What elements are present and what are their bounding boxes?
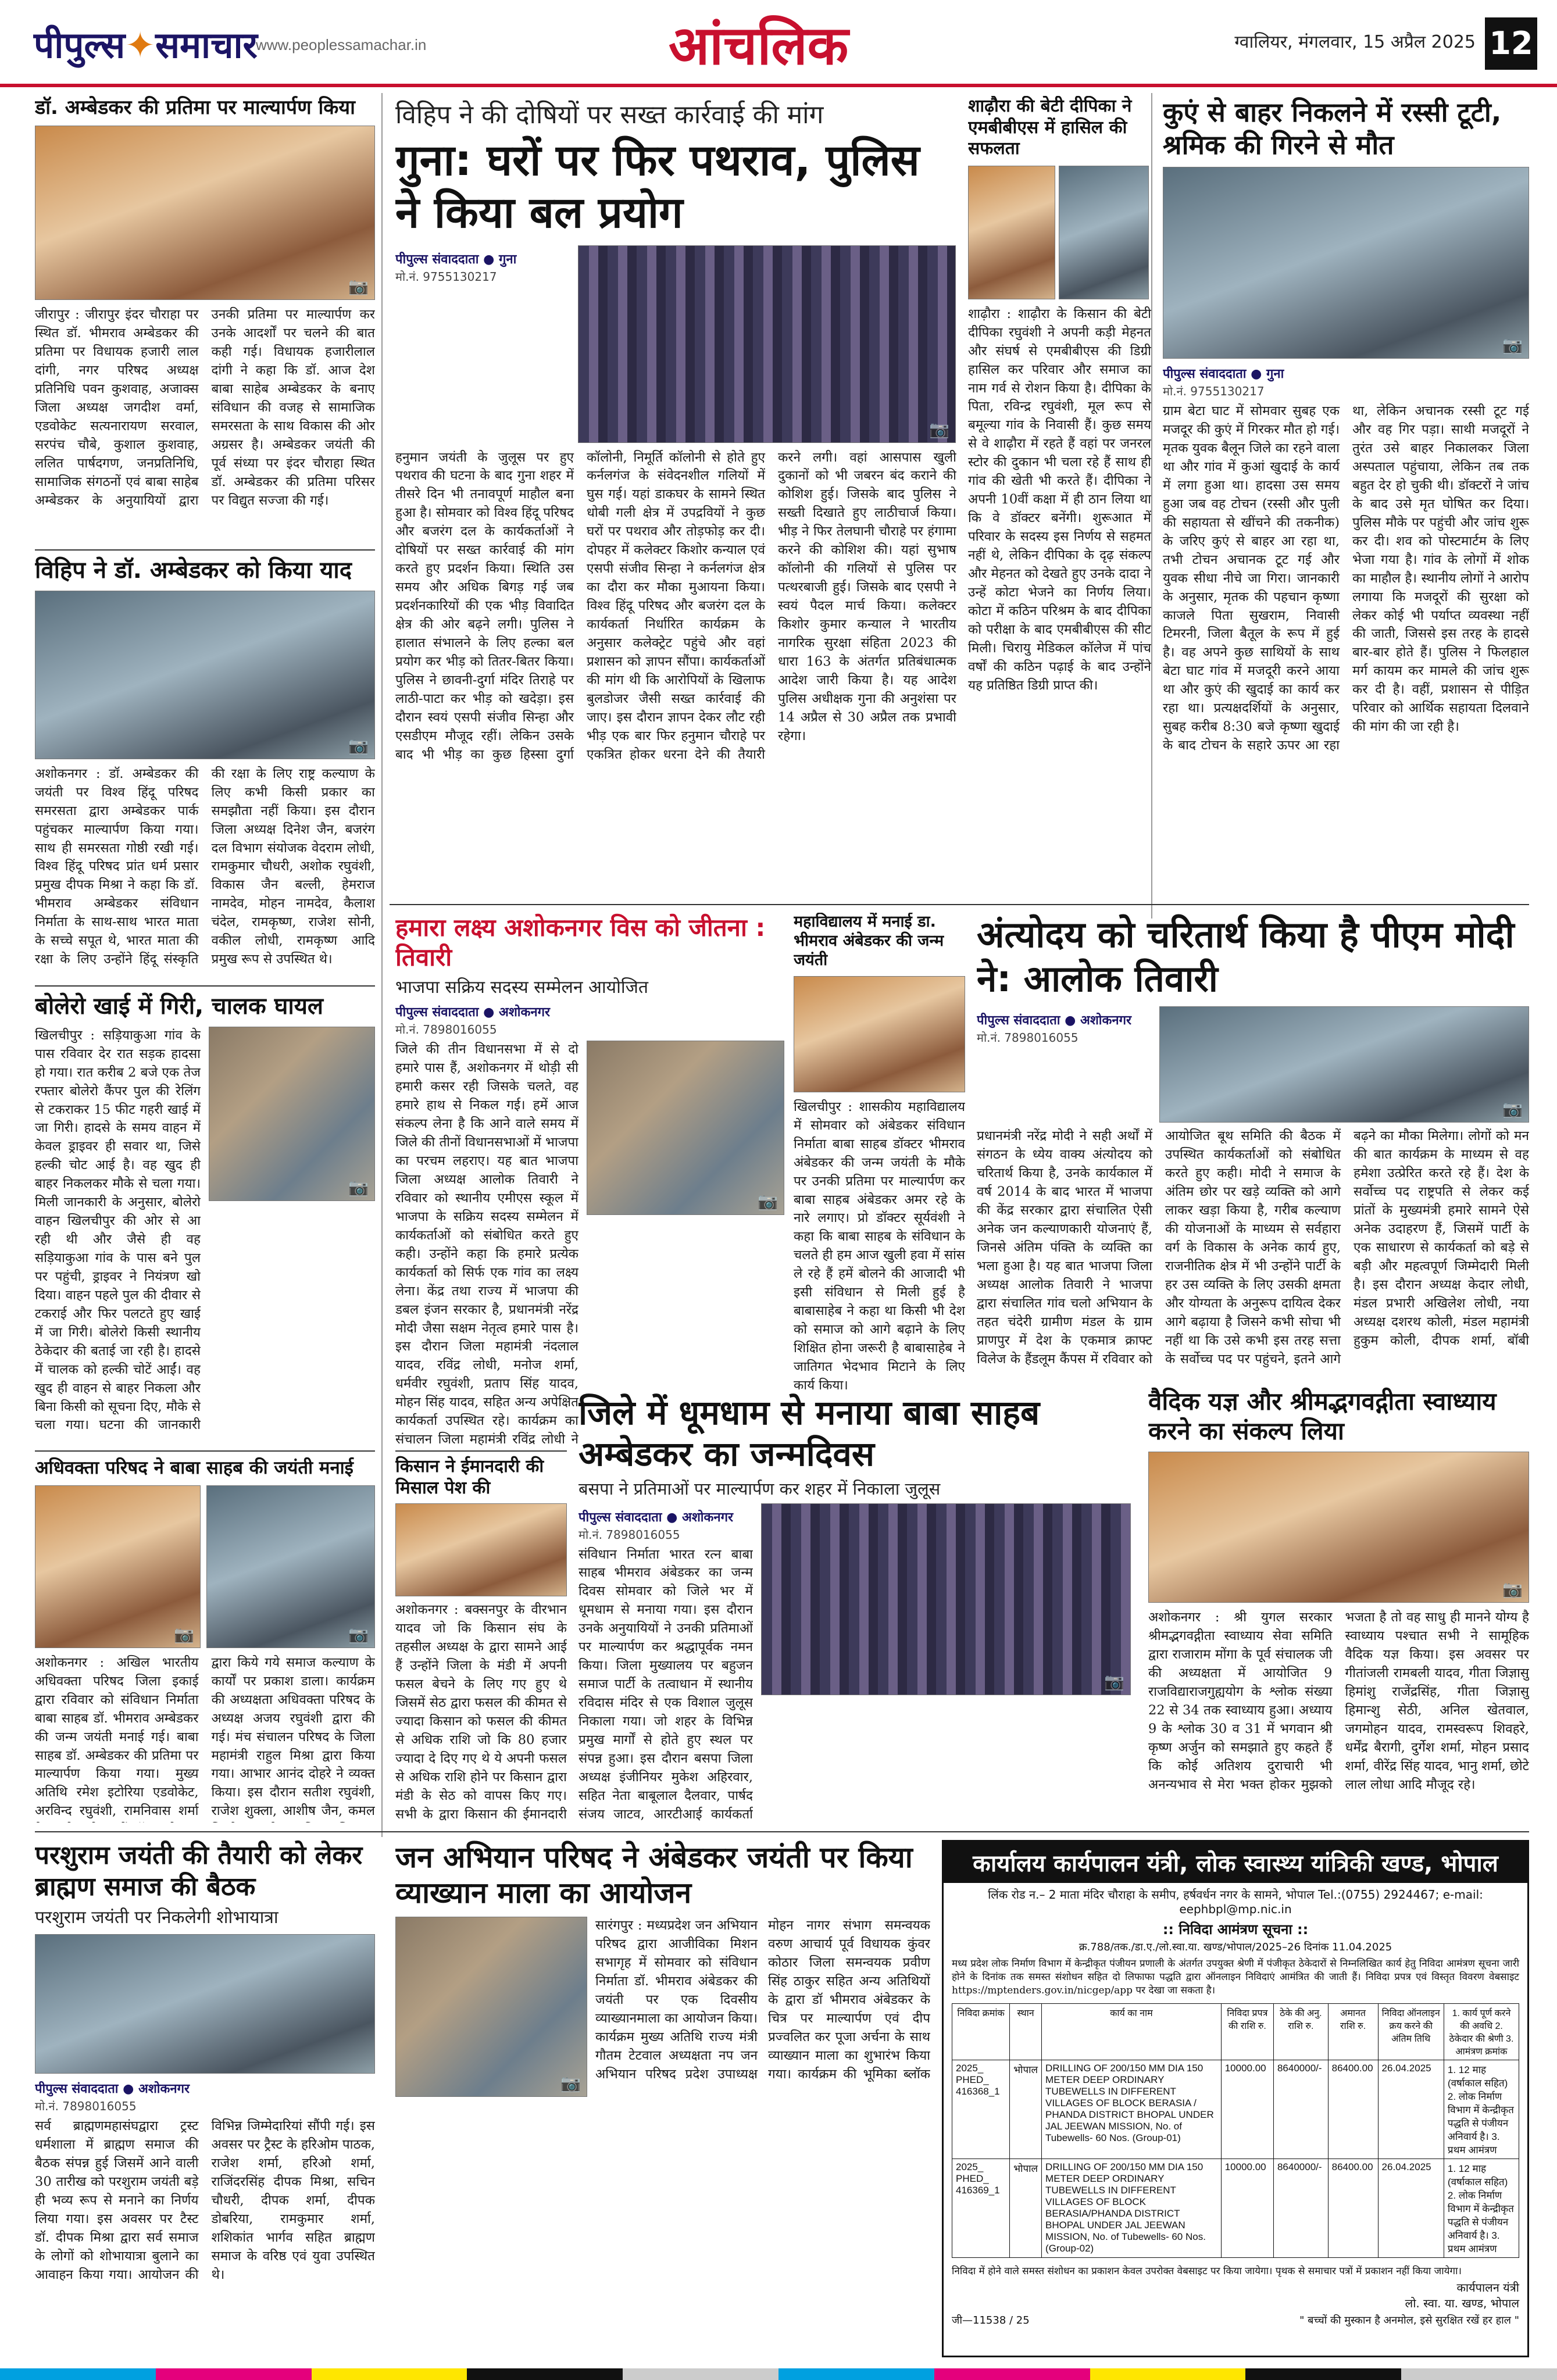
headline: वैदिक यज्ञ और श्रीमद्भगवद्गीता स्वाध्याय करने का संकल्प लिया	[1148, 1387, 1497, 1446]
byline: पीपुल्स संवाददाता ● अशोकनगर	[35, 2082, 190, 2097]
article-jan-abhiyan	[395, 1840, 930, 2352]
article-ashoknagar-target	[395, 913, 785, 1448]
photo	[395, 1917, 587, 2097]
photo	[761, 1503, 1131, 1695]
table-header: ठेके की अनु. राशि रु.	[1273, 2003, 1328, 2060]
table-cell: 8640000/-	[1273, 2060, 1328, 2159]
article-body: अशोकनगर : बक्सनपुर के वीरभान यादव जो कि किसान संघ के तहसील अध्यक्ष के द्वारा सामने आई हैं उन्होंने जिला के मंडी में अपनी फसल बेचने के लिए गए हुए थे जिसमें सेठ द्वारा फसल की कीमत से ज्यादा किसान को फसल की कीमत से अधिक राशि जो कि 80 हजार ज्यादा दे दिए गए थे ये अपनी फसल से अधिक राशि होने पर किसान द्वारा मंडी के सेठ को वापस किए गए। सभी के द्वारा किसान की ईमानदारी	[395, 1602, 567, 1822]
camera-icon: 📷	[348, 1624, 369, 1644]
photo	[1148, 1452, 1529, 1603]
photo	[35, 126, 375, 300]
ad-intro: मध्य प्रदेश लोक निर्माण विभाग में केन्द्रीकृत पंजीयन प्रणाली के अंतर्गत उपयुक्त श्रेणी में पंजीकृत ठेकेदारों से निम्नलिखित कार्य हेतु निविदा आमंत्रण सूचना जारी होने के दिनांक तक समस्त संशोधन सहित दो लिफाफा पद्धति द्वारा ऑनलाइन निविदाएं आमंत्रित की जाती हैं। निविदा प्रपत्र एवं विस्तृत विवरण वेबसाइट https://mptenders.gov.in/nicgep/app पर देखा जा सकता है।	[952, 1958, 1519, 1996]
headline: गुना: घरों पर फिर पथराव, पुलिस ने किया बल प्रयोग	[395, 135, 920, 238]
section-rule	[35, 1831, 1529, 1832]
article-body: प्रधानमंत्री नरेंद्र मोदी ने सही अर्थों में संगठन के ध्येय वाक्य अंत्योदय को चरितार्थ किया है, उनके कार्यकाल में वर्ष 2014 के बाद भारत में भाजपा की केंद्र सरकार द्वारा संचालित ऐसी अनेक जन कल्याणकारी योजनाएं हैं, जिनसे अंतिम पंक्ति के व्यक्ति का भला हुआ है। यह बात भाजपा जिला अध्यक्ष आलोक तिवारी ने भाजपा द्वारा संचालित गांव चलो अभियान के तहत चंदेरी ग्रामीण मंडल के ग्राम प्राणपुर में देश के एकमात्र क्राफ्ट विलेज के हैंडलूम कैंपस में रविवार को आयोजित बूथ समिति की बैठक में उपस्थित कार्यकर्ताओं को संबोधित करते हुए कही। मोदी ने समाज के अंतिम छोर पर खड़े व्यक्ति को आगे लाकर खड़ा किया है, गरीब कल्याण की योजनाओं के माध्यम से सर्वहारा वर्ग के विकास के अनेक कार्य हुए, राजनीतिक क्षेत्र में भी उन्होंने पार्टी के हर उस व्यक्ति के लिए उसकी क्षमता और योग्यता के अनुरूप दायित्व देकर आगे बढ़ाया है जिसने कभी सोचा भी नहीं था कि उसे कभी इस तरह सत्ता के सर्वोच्च पद पर पहुंचने, इतने आगे बढ़ने का मौका मिलेगा। लोगों को मन की बात कार्यक्रम के माध्यम से वह हमेशा उत्प्रेरित करते रहे हैं। देश के सर्वोच्च पद राष्ट्रपति से लेकर कई प्रांतों के मुख्यमंत्री हमारे सामने ऐसे अनेक उदाहरण हैं, जिसमें पार्टी के एक साधारण से कार्यकर्ता को बड़े से बड़ी और महत्वपूर्ण जिम्मेदारी मिली है। इस दौरान अध्यक्ष केदार लोधी, मंडल प्रभारी अखिलेश लोधी, नया अध्यक्ष दशरथ कोली, मंडल महामंत्री हुकुम कोली, दीपक शर्मा, बॉबी	[977, 1128, 1529, 1367]
ad-subject: :: निविदा आमंत्रण सूचना ::	[1162, 1921, 1309, 1938]
ad-code: जी—11538 / 25	[952, 2314, 1030, 2327]
headline: बोलेरो खाई में गिरी, चालक घायल	[35, 993, 324, 1020]
table-header: कार्य का नाम	[1042, 2003, 1222, 2060]
column-rule	[381, 93, 383, 1837]
article-body: सारंगपुर : मध्यप्रदेश जन अभियान परिषद द्वारा आजीविका मिशन सभागृह में सोमवार को संविधान निर्माता डॉ. भीमराव अंबेडकर की जयंती पर एक दिवसीय व्याख्यानमाला का आयोजन किया। कार्यक्रम मुख्य अतिथि राज्य मंत्री गौतम टेटवाल अध्यक्षता नप जन अभियान परिषद प्रदेश उपाध्यक्ष मोहन नागर संभाग समन्वयक वरुण आचार्य पूर्व विधायक कुंवर कोठार जिला समन्वयक प्रवीण सिंह ठाकुर सहित अन्य अतिथियों के द्वारा डॉ भीमराव अंबेडकर के चित्र पर माल्यार्पण एवं दीप प्रज्वलित कर पूजा अर्चना के साथ व्याख्यान माला का शुभारंभ किया गया। कार्यक्रम की भूमिका ब्लॉक	[595, 1918, 930, 2082]
dateline: ग्वालियर, मंगलवार, 15 अप्रैल 2025	[1234, 32, 1476, 52]
ad-signatory-office: लो. स्वा. या. खण्ड, भोपाल	[1405, 2296, 1519, 2310]
photo	[395, 1503, 567, 1596]
table-header: 1. कार्य पूर्ण करने की अवधि 2. ठेकेदार की श्रेणी 3. आमंत्रण क्रमांक	[1444, 2003, 1519, 2060]
ad-address: लिंक रोड न.– 2 माता मंदिर चौराहा के समीप, हर्षवर्धन नगर के सामने, भोपाल Tel.:(0755) 2924467; e-mail: eephbpl@mp.nic.in	[988, 1888, 1483, 1916]
table-cell: 86400.00	[1328, 2060, 1378, 2159]
article-body: शाढ़ौरा : शाढ़ौरा के किसान की बेटी दीपिका रघुवंशी ने अपनी कड़ी मेहनत और संघर्ष से एमबीबीएस की डिग्री हासिल कर परिवार और समाज का नाम गर्व से रोशन किया है। दीपिका के पिता, रविन्द्र रघुवंशी, मूल रूप से बमूल्या गांव के निवासी हैं। कुछ समय से वे शाढ़ौरा में रहते हैं वहां पर जनरल स्टोर की दुकान भी चला रहे हैं साथ ही गांव की खेती भी करते हैं। दीपिका ने अपनी 10वीं कक्षा में ही ठान लिया था कि वे डॉक्टर बनेंगी। शुरूआत में परिवार के सदस्य इस निर्णय से सहमत नहीं थे, लेकिन दीपिका के दृढ़ संकल्प और मेहनत को देखते हुए उनके दादा ने उन्हें कोटा भेजने का निर्णय लिया। कोटा में कठिन परिश्रम के बाद दीपिका को परीक्षा के बाद एमबीबीएस की सीट मिली। चिरायु मेडिकल कॉलेज में पांच वर्षों की कठिन पढ़ाई के बाद उन्होंने यह प्रतिष्ठित डिग्री प्राप्त की।	[968, 306, 1151, 693]
tender-advertisement	[942, 1840, 1529, 2357]
table-header: निविदा ऑनलाइन क्रय करने की अंतिम तिथि	[1378, 2003, 1444, 2060]
article-vhp-ambedkar	[35, 549, 375, 974]
article-farmer-honesty	[395, 1450, 567, 1822]
article-body: जिले की तीन विधानसभा में से दो हमारे पास हैं, अशोकनगर में थोड़ी सी हमारी कसर रही जिसके चलते, वह हमारे हाथ से निकल गई। हमें आज संकल्प लेना है कि आने वाले समय में जिले की तीनों विधानसभाओं में भाजपा का परचम लहराए। यह बात भाजपा जिला अध्यक्ष आलोक तिवारी ने रविवार को स्थानीय एमीएस स्कूल में भाजपा के सक्रिय सदस्य सम्मेलन में कार्यकर्ताओं को संबोधित करते हुए कही। उन्होंने कहा कि हमारे प्रत्येक कार्यकर्ता को सिर्फ एक गांव का लक्ष्य लेना। केंद्र तथा राज्य में भाजपा की डबल इंजन सरकार है, प्रधानमंत्री नरेंद्र मोदी जैसा सक्षम नेतृत्व हमारे पास है। इस दौरान जिला महामंत्री नंदलाल यादव, रविंद्र लोधी, मनोज शर्मा, धर्मवीर रघुवंशी, प्रताप सिंह यादव, मोहन सिंह यादव, सहित अन्य अपेक्षित कार्यकर्ता उपस्थित रहे। कार्यक्रम का संचालन जिला महामंत्री रविंद्र लोधी ने	[395, 1042, 578, 1448]
camera-icon: 📷	[929, 419, 949, 439]
article-body: सर्व ब्राह्मणमहासंघद्वारा ट्रस्ट धर्मशाला में ब्राह्मण समाज की बैठक संपन्न हुई जिसमें आने वाली 30 तारीख को परशुराम जयंती बड़े ही भव्य रूप से मनाने का निर्णय लिया गया। इस अवसर पर टैस्ट डॉ. दीपक मिश्रा द्वारा सर्व समाज के लोगों को शोभायात्रा बुलाने का आवाहन किया गया। आयोजन की विभिन्न जिम्मेदारियां सौंपी गई। इस अवसर पर ट्रैस्ट के हरिओम पाठक, राजेश शर्मा, हरिओ शर्मा, राजिंदरसिंह दीपक मिश्रा, सचिन चौधरी, दीपक शर्मा, दीपक डोबरिया, रामकुमार शर्मा, शशिकांत भार्गव सहित ब्राह्मण समाज के वरिष्ठ एवं युवा उपस्थित थे।	[35, 2118, 375, 2282]
article-body: खिलचीपुर : शासकीय महाविद्यालय में सोमवार को अंबेडकर संविधान निर्माता बाबा साहब डॉक्टर भीमराव अंबेडकर की जन्म जयंती के मौके पर उनकी प्रतिमा पर माल्यार्पण कर बाबा साहब अंबेडकर अमर रहे के नारे लगाए। प्रो डॉक्टर सूर्यवंशी ने कहा कि बाबा साहब के संविधान के चलते ही हम आज खुली हवा में सांस ले रहे हैं हमें बोलने की आजादी भी इसी संविधान से मिली हुई है बाबासाहेब ने कहा था किसी भी देश को समाज को आगे बढ़ाने के लिए शिक्षित होना जरूरी है बाबासाहेब ने जातिगत भेदभाव मिटाने के लिए कार्य किया।	[794, 1099, 965, 1393]
article-parshuram-jayanti	[35, 1840, 375, 2352]
ad-note: निविदा में होने वाले समस्त संशोधन का प्रकाशन केवल उपरोक्त वेबसाइट पर किया जायेगा। पृथक से समाचार पत्रों में प्रकाशन नहीं किया जायेगा।	[952, 2265, 1462, 2277]
headline: हमारा लक्ष्य अशोकनगर विस को जीतना : तिवारी	[395, 913, 766, 972]
table-row	[952, 2060, 1519, 2159]
table-cell: 26.04.2025	[1378, 2060, 1444, 2159]
article-bolero-accident	[35, 985, 375, 1439]
byline: पीपुल्स संवाददाता ● गुना	[1163, 367, 1284, 382]
article-body: जीरापुर : जीरापुर इंदर चौराहा पर स्थित डॉ. भीमराव अम्बेडकर की प्रतिमा पर विधायक हजारी लाल दांगी, नगर परिषद अध्यक्ष प्रतिनिधि पवन कुशवाह, अजाक्स जिला अध्यक्ष जगदीश वर्मा, एडवोकेट सत्यनारायण सरवाल, सरपंच चौबे, कुशाल कुशवाह, ललित पार्षदगण, जनप्रतिनिधि, सामाजिक संगठनों एवं बाबा साहेब अम्बेडकर के अनुयायियों द्वारा उनकी प्रतिमा पर माल्यार्पण कर उनके आदर्शों पर चलने की बात कही गई। विधायक हजारीलाल दांगी ने कहा कि डॉ. आज देश बाबा साहेब अम्बेडकर के बनाए संविधान की वजह से सामाजिक समरसता के साथ विकास की ओर अग्रसर है। अम्बेडकर जयंती की पूर्व संध्या पर इंदर चौराहा स्थित डॉ. अम्बेडकर की प्रतिमा परिसर पर विद्युत सज्जा की गई।	[35, 307, 375, 508]
table-cell: 86400.00	[1328, 2159, 1378, 2257]
article-antyodaya	[977, 913, 1529, 1378]
camera-icon: 📷	[1104, 1671, 1124, 1691]
mobile-number: मो.नं. 9755130217	[1163, 384, 1265, 399]
headline: जिले में धूमधाम से मनाया बाबा साहब अम्बेडकर का जन्मदिवस	[578, 1393, 1040, 1474]
mobile-number: मो.नं. 7898016055	[35, 2099, 137, 2114]
article-ambedkar-birthday	[578, 1392, 1137, 1822]
article-vedic-yagya	[1148, 1386, 1529, 1822]
table-cell: 10000.00	[1221, 2159, 1273, 2257]
article-ambedkar-jirapur	[35, 96, 375, 520]
photo	[1163, 167, 1529, 359]
table-header: निविदा प्रपत्र की राशि रु.	[1221, 2003, 1273, 2060]
table-cell: 1. 12 माह (वर्षाकाल सहित) 2. लोक निर्माण विभाग में केन्द्रीकृत पद्धति से पंजीयन अनिवार्य है। 3. प्रथम आमंत्रण	[1444, 2159, 1519, 2257]
photo	[587, 1041, 784, 1215]
mobile-number: मो.नं. 9755130217	[395, 269, 497, 284]
table-header: निविदा क्रमांक	[952, 2003, 1010, 2060]
camera-icon: 📷	[348, 735, 369, 755]
mobile-number: मो.नं. 7898016055	[395, 1023, 497, 1037]
article-body: अशोकनगर : डॉ. अम्बेडकर की जयंती पर विश्व हिंदू परिषद समरसता द्वारा अम्बेडकर पार्क पहुंचकर माल्यार्पण किया गया। साथ ही समरसता गोष्ठी रखी गई। विश्व हिंदू परिषद प्रांत धर्म प्रसार प्रमुख दीपक मिश्रा ने कहा कि डॉ. भीमराव अम्बेडकर संविधान निर्माता के साथ-साथ भारत माता के सच्चे सपूत थे, भारत माता की रक्षा के लिए उन्होंने हिंदू संस्कृति की रक्षा के लिए राष्ट्र कल्याण के लिए कभी किसी प्रकार का समझौता नहीं किया। इस दौरान जिला अध्यक्ष दिनेश जैन, बजरंग दल विभाग संयोजक वेदराम लोधी, रामकुमार चौधरी, अशोक रघुवंशी, विकास जैन बल्ली, हेमराज नामदेव, मोहन नामदेव, कैलाश चंदेल, रामकृष्ण, राजेश सोनी, वकील लोधी, रामकृष्ण आदि प्रमुख रूप से उपस्थित थे।	[35, 766, 375, 967]
camera-icon: 📷	[560, 2074, 581, 2093]
byline: पीपुल्स संवाददाता ● अशोकनगर	[395, 1005, 550, 1020]
ad-reference: क्र.788/तक./डा.ए./लो.स्वा.या. खण्ड/भोपाल/2025–26 दिनांक 11.04.2025	[1079, 1941, 1392, 1953]
photo	[794, 976, 965, 1092]
headline: अधिवक्ता परिषद ने बाबा साहब की जयंती मनाई	[35, 1457, 353, 1478]
mobile-number: मो.नं. 7898016055	[977, 1031, 1079, 1045]
article-college-ambedkar	[794, 913, 965, 1448]
table-cell: भोपाल	[1010, 2060, 1042, 2159]
camera-icon: 📷	[348, 277, 369, 296]
camera-icon: 📷	[348, 1177, 369, 1197]
article-body: अशोकनगर : श्री युगल सरकार श्रीमद्भगवद्गीता स्वाध्याय सेवा समिति द्वारा राजाराम मोंगा के पूर्व संचालक जी की अध्यक्षता में आयोजित 9 राजविद्याराजगुह्ययोग के श्लोक संख्या 22 से 34 तक स्वाध्याय हुआ। अध्याय 9 के श्लोक 30 व 31 में भगवान श्री कृष्ण अर्जुन को समझाते हुए कहते हैं कि कोई अतिशय दुराचारी भी अनन्यभाव से मेरा भक्त होकर मुझको भजता है तो वह साधु ही मानने योग्य है स्वाध्याय पश्चात सभी ने सामूहिक वैदिक यज्ञ किया। इस अवसर पर गीतांजली रामबली यादव, गीता जिज्ञासु हिमांशु राजेंद्रसिंह, गीता जिज्ञासु हिमान्शु सेठी, अनिल खेतवाल, जगमोहन यादव, रामस्वरूप शिवहरे, धर्मेंद्र बैरागी, दुर्गेश शर्मा, मोहन प्रसाद शर्मा, वीरेंद्र सिंह यादव, भानु शर्मा, छोटे लाल लोधा आदि मौजूद रहे।	[1148, 1610, 1529, 1792]
kicker: बसपा ने प्रतिमाओं पर माल्यार्पण कर शहर में निकाला जुलूस	[578, 1478, 941, 1499]
headline: महाविद्यालय में मनाई डा. भीमराव अंबेडकर की जन्म जयंती	[794, 913, 944, 969]
headline: परशुराम जयंती की तैयारी को लेकर ब्राह्मण समाज की बैठक	[35, 1841, 363, 1902]
table-cell: 2025_ PHED_ 416368_1	[952, 2060, 1010, 2159]
ad-office-title: कार्यालय कार्यपालन यंत्री, लोक स्वास्थ्य यांत्रिकी खण्ड, भोपाल	[944, 1842, 1527, 1883]
table-cell: DRILLING OF 200/150 MM DIA 150 METER DEEP ORDINARY TUBEWELLS IN DIFFERENT VILLAGES OF BLOCK BERASIA/PHANDA DISTRICT BHOPAL UNDER JAL JEEWAN MISSION, No. of Tubewells- 60 Nos. (Group-02)	[1042, 2159, 1222, 2257]
kicker: परशुराम जयंती पर निकलेगी शोभायात्रा	[35, 1907, 278, 1928]
table-header: अमानत राशि रु.	[1328, 2003, 1378, 2060]
photo	[968, 166, 1055, 299]
headline: कुएं से बाहर निकलने में रस्सी टूटी, श्रमिक की गिरने से मौत	[1163, 97, 1502, 161]
photo	[35, 1485, 201, 1648]
column-rule	[1151, 93, 1152, 919]
article-body: खिलचीपुर : सड़ियाकुआ गांव के पास रविवार देर रात सड़क हादसा हो गया। रात करीब 2 बजे एक तेज रफ्तार बोलेरो कैंपर पुल की रेलिंग से टकराकर 15 फीट गहरी खाई में जा गिरी। हादसे के समय वाहन में केवल ड्राइवर ही सवार था, जिसे हल्की चोट आई है। वह खुद ही बाहर निकलकर मौके से चला गया। मिली जानकारी के अनुसार, बोलेरो वाहन खिलचीपुर की ओर से आ रही थी और जैसे ही वह सड़ियाकुआ गांव के पास बने पुल पर पहुंची, ड्राइवर ने नियंत्रण खो दिया। वाहन पहले पुल की दीवार से टकराई और फिर पलटते हुए खाई में जा गिरी। बोलेरो किसी स्थानीय ठेकेदार की बताई जा रही है। हादसे में चालक को हल्की चोटें आईं। वह खुद ही वाहन से बाहर निकला और बिना किसी को सूचना दिए, मौके से चला गया। घटना की जानकारी	[35, 1027, 201, 1433]
camera-icon: 📷	[1502, 335, 1523, 355]
table-cell: DRILLING OF 200/150 MM DIA 150 METER DEEP ORDINARY TUBEWELLS IN DIFFERENT VILLAGES OF BLOCK BERASIA / PHANDA DISTRICT BHOPAL UNDER JAL JEEWAN MISSION, No. of Tubewells- 60 Nos. (Group-01)	[1042, 2060, 1222, 2159]
table-row	[952, 2159, 1519, 2257]
camera-icon: 📷	[1502, 1579, 1523, 1599]
table-cell: 8640000/-	[1273, 2159, 1328, 2257]
headline: अंत्योदय को चरितार्थ किया है पीएम मोदी ने: आलोक तिवारी	[977, 913, 1515, 1000]
table-cell: भोपाल	[1010, 2159, 1042, 2257]
article-body: ग्राम बेटा घाट में सोमवार सुबह एक मजदूर की कुएं में गिरकर मौत हो गई। मृतक युवक बैलून जिले का रहने वाला था और गांव में कुआं खुदाई के कार्य में लगा हुआ था। हादसा उस समय हुआ जब वह टोचन (रस्सी और पुली की सहायता से खींचने की तकनीक) के जरिए कुएं से बाहर आ रहा था, तभी टोचन अचानक टूट गई और युवक सीधा नीचे जा गिरा। जानकारी के अनुसार, मृतक की पहचान कृष्णा काजले पिता सुखराम, निवासी टिमरनी, जिला बैतूल के रूप में हुई है। वह अपने कुछ साथियों के साथ बेटा घाट गांव में मजदूरी करने आया था और कुएं की खुदाई का कार्य कर रहा था। प्रत्यक्षदर्शियों के अनुसार, सुबह करीब 8:30 बजे कृष्णा खुदाई के बाद टोचन के सहारे ऊपर आ रहा था, लेकिन अचानक रस्सी टूट गई और वह गिर पड़ा। साथी मजदूरों ने तुरंत उसे बाहर निकालकर जिला अस्पताल पहुंचाया, लेकिन तब तक बहुत देर हो चुकी थी। डॉक्टरों ने जांच के बाद उसे मृत घोषित कर दिया। पुलिस मौके पर पहुंची और जांच शुरू कर दी। शव को पोस्टमार्टम के लिए भेजा गया है। गांव के लोगों में शोक का माहौल है। स्थानीय लोगों ने आरोप लगाया कि मजदूरों की सुरक्षा को लेकर कोई भी पर्याप्त व्यवस्था नहीं की जाती, जिससे इस तरह के हादसे बार-बार होते हैं। पुलिस ने फिलहाल मर्ग कायम कर मामले की जांच शुरू कर दी है। वहीं, प्रशासन से पीड़ित परिवार को आर्थिक सहायता दिलवाने की मांग की जा रही है।	[1163, 403, 1529, 753]
headline: विहिप ने डॉ. अम्बेडकर को किया याद	[35, 557, 352, 584]
article-body: हनुमान जयंती के जुलूस पर हुए पथराव की घटना के बाद गुना शहर में तीसरे दिन भी तनावपूर्ण माहौल बना हुआ है। सोमवार को विश्व हिंदू परिषद और बजरंग दल के कार्यकर्ताओं ने दोषियों पर सख्त कार्रवाई की मांग करते हुए प्रदर्शन किया। स्थिति उस समय और अधिक बिगड़ गई जब प्रदर्शनकारियों की एक भीड़ विवादित क्षेत्र की ओर बढ़ने लगी। पुलिस ने हालात संभालने के लिए हल्का बल प्रयोग कर भीड़ को तितर-बितर किया। पुलिस ने छावनी-दुर्गा मंदिर तिराहे पर लाठी-पाटा कर भीड़ को खदेड़ा। इस दौरान स्वयं एसपी संजीव सिन्हा और एसडीएम मौजूद रहीं। लेकिन उसके बाद भी भीड़ का कुछ हिस्सा दुर्गा कॉलोनी, निमूर्ति कॉलोनी से होते हुए कर्नलगंज के संवेदनशील गलियों में घुस गई। यहां डाकघर के सामने स्थित धोबी गली क्षेत्र में उपद्रवियों ने कुछ घरों पर पथराव और तोड़फोड़ कर दी। दोपहर में कलेक्टर किशोर कन्याल एवं एसपी संजीव सिन्हा ने कर्नलगंज क्षेत्र का दौरा कर मौका मुआयना किया। विश्व हिंदू परिषद और बजरंग दल के कार्यकर्ता निर्धारित कार्यक्रम के अनुसार कलेक्ट्रेट पहुंचे और वहां प्रशासन को ज्ञापन सौंपा। कार्यकर्ताओं की मांग थी कि आरोपियों के खिलाफ बुलडोजर जैसी सख्त कार्रवाई की जाए। इस दौरान ज्ञापन देकर लौट रही भीड़ एक बार फिर हनुमान चौराहे पर एकत्रित होकर धरना देने की तैयारी करने लगी। वहां आसपास खुली दुकानों को भी जबरन बंद कराने की कोशिश हुई। जिसके बाद पुलिस ने सख्ती दिखाते हुए लाठीचार्ज किया। भीड़ ने फिर तेलघानी चौराहे पर हंगामा करने की कोशिश की। यहां सुभाष कॉलोनी की गलियों से पुलिस पर पत्थरबाजी हुई। जिसके बाद एसपी ने स्वयं पैदल मार्च किया। कलेक्टर किशोर कुमार कन्याल ने भारतीय नागरिक सुरक्षा संहिता 2023 की धारा 163 के अंतर्गत प्रतिबंधात्मक आदेश जारी किया है। यह आदेश पुलिस अधीक्षक गुना की अनुशंसा पर 14 अप्रैल से 30 अप्रैल तक प्रभावी रहेगा।	[395, 449, 956, 762]
headline: जन अभियान परिषद ने अंबेडकर जयंती पर किया व्याख्यान माला का आयोजन	[395, 1841, 913, 1910]
headline: किसान ने ईमानदारी की मिसाल पेश की	[395, 1456, 544, 1498]
brand-logo: पीपुल्स✦समाचार	[34, 24, 258, 66]
photo	[35, 1934, 375, 2074]
photo	[1159, 1006, 1529, 1123]
kicker: विहिप ने की दोषियों पर सख्त कार्रवाई की मांग	[395, 100, 824, 130]
byline: पीपुल्स संवाददाता ● अशोकनगर	[977, 1013, 1131, 1028]
section-rule	[390, 904, 1529, 905]
headline: डॉ. अम्बेडकर की प्रतिमा पर माल्यार्पण किया	[35, 96, 355, 119]
photo	[578, 245, 956, 443]
camera-icon: 📷	[174, 1624, 194, 1644]
kicker: भाजपा सक्रिय सदस्य सम्मेलन आयोजित	[395, 977, 648, 998]
star-icon: ✦	[125, 24, 156, 66]
article-advocates-jayanti	[35, 1450, 375, 1822]
article-deepika-mbbs	[968, 96, 1151, 892]
article-guna-stone-pelting	[395, 96, 956, 892]
ad-signatory: कार्यपालन यंत्री	[1456, 2280, 1519, 2295]
article-body: अशोकनगर : अखिल भारतीय अधिवक्ता परिषद जिला इकाई द्वारा रविवार को संविधान निर्माता बाबा साहब डॉ. भीमराव अम्बेडकर की जन्म जयंती मनाई गई। बाबा साहब डॉ. अम्बेडकर की प्रतिमा पर माल्यार्पण किया गया। मुख्य अतिथि रमेश इटोरिया एडवोकेट, अरविन्द रघुवंशी, रामनिवास शर्मा द्वारा किये गये समाज कल्याण के कार्यों पर प्रकाश डाला। कार्यक्रम की अध्यक्षता अधिवक्ता परिषद के अध्यक्ष अजय रघुवंशी द्वारा की गई। मंच संचालन परिषद के जिला महामंत्री राहुल मिश्रा द्वारा किया गया। आभार आनंद दोहरे ने व्यक्त किया। इस दौरान सतीश रघुवंशी, राजेश शुक्ला, आशीष जैन, कमल	[35, 1654, 375, 1819]
byline: पीपुल्स संवाददाता ● अशोकनगर	[578, 1510, 733, 1525]
mobile-number: मो.नं. 7898016055	[578, 1527, 680, 1542]
table-header: स्थान	[1010, 2003, 1042, 2060]
photo	[35, 591, 375, 759]
photo	[1059, 166, 1149, 299]
table-cell: 26.04.2025	[1378, 2159, 1444, 2257]
photo	[209, 1027, 375, 1201]
site-url: www.peoplessamachar.in	[256, 36, 427, 53]
photo	[206, 1485, 375, 1648]
headline: शाढ़ौरा की बेटी दीपिका ने एमबीबीएस में हासिल की सफलता	[968, 96, 1132, 159]
article-body: संविधान निर्माता भारत रत्न बाबा साहब भीमराव अंबेडकर का जन्म दिवस सोमवार को जिले भर में धूमधाम से मनाया गया। इस दौरान उनके अनुयायियों ने उनकी प्रतिमाओं पर माल्यार्पण कर श्रद्धापूर्वक नमन किया। जिला मुख्यालय पर बहुजन समाज पार्टी के तत्वाधान में स्थानीय रविदास मंदिर से एक विशाल जुलूस निकाला गया। जो शहर के विभिन्न प्रमुख मार्गों से होते हुए स्थल पर संपन्न हुआ। इस दौरान बसपा जिला अध्यक्ष इंजीनियर मुकेश अहिरवार, सहित नेता बाबूलाल दैलवार, पार्षद संजय जाटव, आरटीआई कार्यकर्ता	[578, 1546, 753, 1822]
page-number: 12	[1485, 17, 1537, 70]
byline: पीपुल्स संवाददाता ● गुना	[395, 252, 517, 267]
printer-color-bar	[0, 2368, 1557, 2380]
table-cell: 1. 12 माह (वर्षाकाल सहित) 2. लोक निर्माण विभाग में केन्द्रीकृत पद्धति से पंजीयन अनिवार्य है। 3. प्रथम आमंत्रण	[1444, 2060, 1519, 2159]
table-cell: 10000.00	[1221, 2060, 1273, 2159]
section-title: आंचलिक	[669, 15, 849, 77]
ad-slogan: " बच्चों की मुस्कान है अनमोल, इसे सुरक्षित रखें हर हाल "	[1299, 2314, 1519, 2327]
tender-table	[952, 2003, 1519, 2258]
article-well-rope-accident	[1163, 96, 1529, 892]
table-cell: 2025_ PHED_ 416369_1	[952, 2159, 1010, 2257]
camera-icon: 📷	[1502, 1099, 1523, 1119]
camera-icon: 📷	[758, 1192, 778, 1212]
masthead	[0, 0, 1557, 87]
